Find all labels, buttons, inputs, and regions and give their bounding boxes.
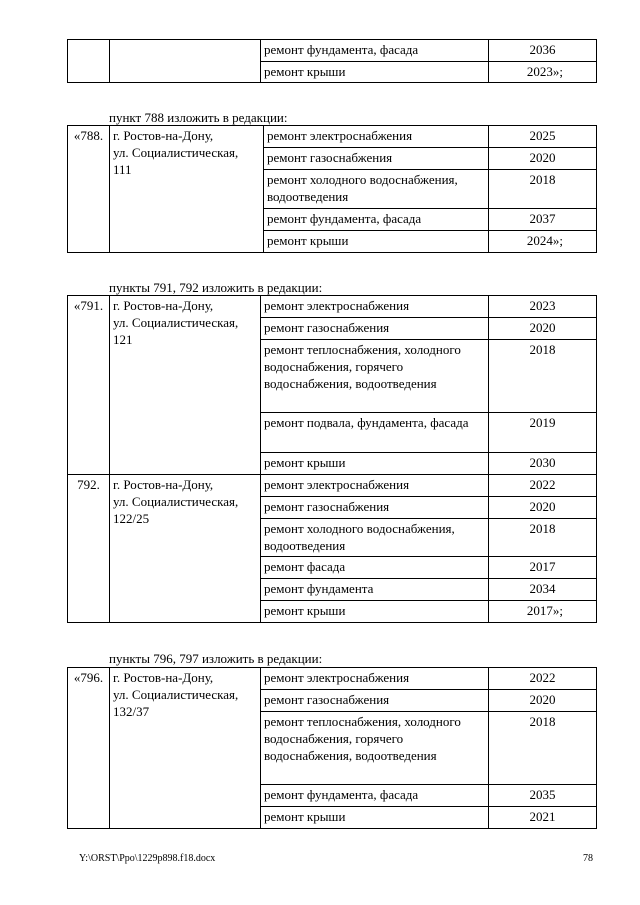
year-cell: 2030 [489,453,597,475]
address-line: г. Ростов-на-Дону, [113,477,214,492]
year-cell: 2023»; [489,62,597,83]
work-cell: ремонт крыши [261,807,489,829]
work-cell: ремонт крыши [261,453,489,475]
section-heading-788: пункт 788 изложить в редакции: [109,110,288,125]
work-cell: ремонт холодного водоснабжения, водоотведения [261,519,489,557]
table-row [68,475,597,497]
year-cell: 2036 [489,40,597,62]
year-cell: 2017 [489,557,597,579]
address-cell [110,126,264,253]
year-cell: 2022 [489,668,597,690]
work-cell: ремонт теплоснабжения, холодного водоснабжения, горячего водоснабжения, водоотведения [261,712,489,785]
table-top-fragment [67,39,597,83]
work-cell: ремонт электроснабжения [261,296,489,318]
address-line: г. Ростов-на-Дону, [113,670,214,685]
year-cell: 2023 [489,296,597,318]
item-number: «796. [68,668,110,829]
year-cell: 2020 [489,148,597,170]
work-cell: ремонт холодного водоснабжения, водоотведения [264,170,489,209]
work-cell: ремонт подвала, фундамента, фасада [261,413,489,453]
section-heading-791: пункты 791, 792 изложить в редакции: [109,280,323,295]
footer-page-number: 78 [583,853,593,864]
year-cell: 2025 [489,126,597,148]
address-cell [110,40,261,83]
address-cell [110,475,261,623]
year-cell: 2024»; [489,231,597,253]
address-line: 111 [113,162,132,177]
year-cell: 2022 [489,475,597,497]
work-cell: ремонт крыши [261,601,489,623]
work-cell: ремонт газоснабжения [261,497,489,519]
work-cell: ремонт крыши [264,231,489,253]
year-cell: 2021 [489,807,597,829]
address-line: 121 [113,332,133,347]
table-row [68,296,597,318]
year-cell: 2037 [489,209,597,231]
work-cell: ремонт крыши [261,62,489,83]
year-cell: 2018 [489,340,597,413]
table-row [68,40,597,62]
table-788 [67,125,597,253]
year-cell: 2020 [489,497,597,519]
address-line: г. Ростов-на-Дону, [113,298,214,313]
work-cell: ремонт фасада [261,557,489,579]
year-cell: 2020 [489,318,597,340]
address-line: 122/25 [113,511,150,526]
table-796 [67,667,597,829]
work-cell: ремонт фундамента, фасада [264,209,489,231]
work-cell: ремонт электроснабжения [264,126,489,148]
work-cell: ремонт фундамента [261,579,489,601]
work-cell: ремонт газоснабжения [264,148,489,170]
work-cell: ремонт фундамента, фасада [261,40,489,62]
item-number: «791. [68,296,110,475]
year-cell: 2018 [489,519,597,557]
work-cell: ремонт газоснабжения [261,690,489,712]
item-number: «788. [68,126,110,253]
work-cell: ремонт электроснабжения [261,475,489,497]
address-cell [110,296,261,475]
work-cell: ремонт теплоснабжения, холодного водоснабжения, горячего водоснабжения, водоотведения [261,340,489,413]
work-cell: ремонт фундамента, фасада [261,785,489,807]
address-line: ул. Социалистическая, [113,145,239,160]
address-cell [110,668,261,829]
address-line: ул. Социалистическая, [113,687,239,702]
section-heading-796: пункты 796, 797 изложить в редакции: [109,651,323,666]
address-line: ул. Социалистическая, [113,494,239,509]
work-cell: ремонт газоснабжения [261,318,489,340]
year-cell: 2017»; [489,601,597,623]
num-cell [68,40,110,83]
work-cell: ремонт электроснабжения [261,668,489,690]
table-791-792 [67,295,597,623]
year-cell: 2019 [489,413,597,453]
footer-file-path: Y:\ORST\Ppo\1229p898.f18.docx [79,853,216,864]
year-cell: 2034 [489,579,597,601]
address-line: ул. Социалистическая, [113,315,239,330]
year-cell: 2020 [489,690,597,712]
address-line: 132/37 [113,704,150,719]
year-cell: 2018 [489,712,597,785]
year-cell: 2018 [489,170,597,209]
year-cell: 2035 [489,785,597,807]
address-line: г. Ростов-на-Дону, [113,128,214,143]
table-row [68,126,597,148]
table-row [68,668,597,690]
item-number: 792. [68,475,110,623]
